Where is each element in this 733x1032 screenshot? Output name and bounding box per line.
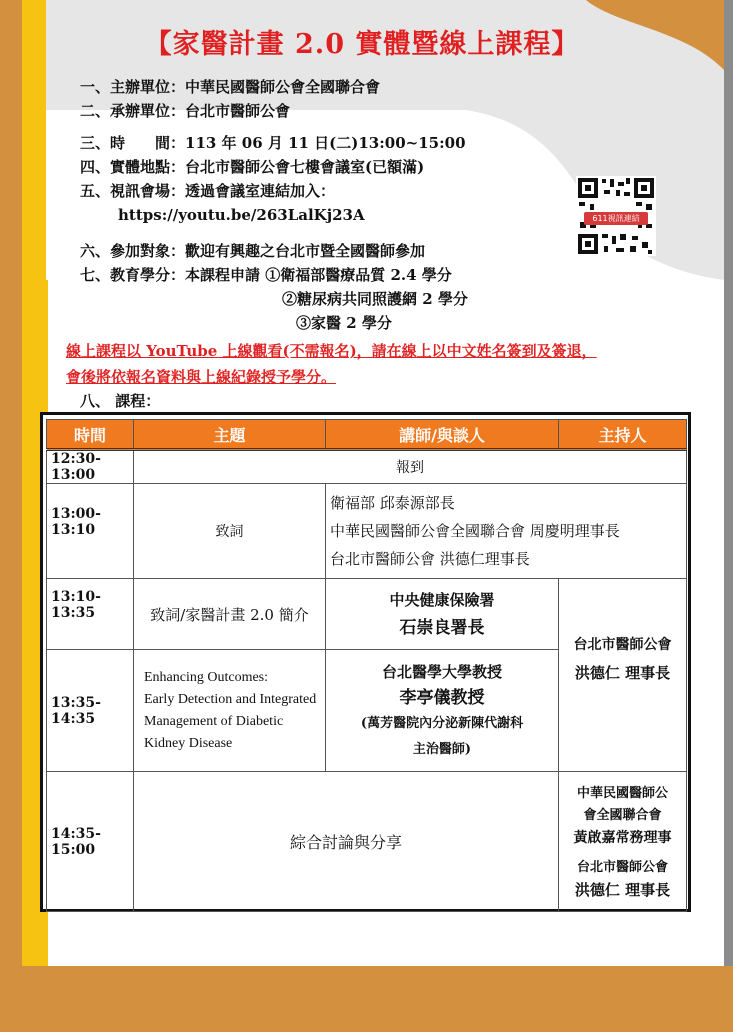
bottom-band bbox=[0, 966, 733, 1032]
audience: 六、參加對象：歡迎有興趣之台北市暨全國醫師參加 bbox=[80, 242, 426, 260]
topic-line: Kidney Disease bbox=[144, 735, 233, 751]
row-time: 13:00-13:10 bbox=[47, 484, 134, 579]
credit-family: ③家醫 2 學分 bbox=[296, 314, 392, 332]
row-topic bbox=[134, 650, 326, 772]
host-name: 黃啟嘉常務理事 bbox=[573, 829, 672, 846]
credits: 七、教育學分：本課程申請 ①衛福部醫療品質 2.4 學分 bbox=[80, 266, 452, 284]
table-header-row bbox=[47, 420, 687, 450]
speaker: 衛福部 邱泰源部長 bbox=[330, 494, 455, 512]
host-cell bbox=[559, 579, 687, 772]
header-topic: 主題 bbox=[134, 420, 326, 450]
header-time: 時間 bbox=[47, 420, 134, 450]
notice-line-1: 線上課程以 YouTube 上線觀看(不需報名)，請在線上以中文姓名簽到及簽退， bbox=[66, 342, 597, 360]
host-org: 中華民國醫師公 bbox=[576, 785, 668, 801]
host-name: 洪德仁 理事長 bbox=[574, 664, 671, 682]
row-time: 12:30-13:00 bbox=[47, 450, 134, 484]
speaker-name: 石崇良署長 bbox=[399, 618, 485, 638]
table-row bbox=[47, 772, 687, 912]
table-row bbox=[47, 450, 687, 484]
right-edge-bar bbox=[724, 0, 733, 1032]
topic-line: Management of Diabetic bbox=[144, 713, 284, 729]
co-organizer: 二、承辦單位：台北市醫師公會 bbox=[80, 102, 291, 120]
speaker-note: (萬芳醫院內分泌新陳代謝科 bbox=[360, 715, 524, 731]
row-speakers bbox=[326, 484, 687, 579]
speaker-org: 台北醫學大學教授 bbox=[381, 662, 502, 681]
host-org: 台北市醫師公會 bbox=[573, 637, 672, 653]
row-time: 13:35-14:35 bbox=[47, 650, 134, 772]
speaker-note: 主治醫師) bbox=[412, 741, 472, 757]
topic-line: Early Detection and Integrated bbox=[144, 691, 317, 707]
host-org: 會全國聯合會 bbox=[583, 807, 662, 823]
online-venue: 五、視訊會場：透過會議室連結加入： bbox=[80, 182, 336, 200]
header-host: 主持人 bbox=[559, 420, 687, 450]
row-topic: 致詞/家醫計畫 2.0 簡介 bbox=[134, 579, 326, 650]
event-time: 三、時 間：113 年 06 月 11 日(二)13:00~15:00 bbox=[80, 134, 466, 152]
row-topic: 報到 bbox=[134, 450, 687, 484]
table-row bbox=[47, 484, 687, 579]
page-title: 【家醫計畫 2.0 實體暨線上課程】 bbox=[144, 29, 580, 60]
row-topic: 綜合討論與分享 bbox=[134, 772, 559, 912]
row-speakers bbox=[326, 579, 559, 650]
venue: 四、實體地點：台北市醫師公會七樓會議室(已額滿) bbox=[80, 158, 425, 176]
speaker-org: 中央健康保險署 bbox=[389, 591, 495, 609]
row-topic: 致詞 bbox=[134, 484, 326, 579]
qr-label: 611視訊連結 bbox=[584, 212, 648, 225]
course-heading: 八、 課程： bbox=[80, 392, 161, 410]
speaker: 中華民國醫師公會全國聯合會 周慶明理事長 bbox=[330, 522, 620, 540]
notice-line-2: 會後將依報名資料與上線紀錄授予學分。 bbox=[66, 368, 337, 386]
host-cell bbox=[559, 772, 687, 912]
header-speaker: 講師/與談人 bbox=[326, 420, 559, 450]
row-time: 13:10-13:35 bbox=[47, 579, 134, 650]
credit-diabetes: ②糖尿病共同照護網 2 學分 bbox=[282, 290, 468, 308]
host-org: 台北市醫師公會 bbox=[576, 859, 668, 875]
schedule-table-frame bbox=[40, 412, 691, 912]
row-time: 14:35-15:00 bbox=[47, 772, 134, 912]
table-row bbox=[47, 579, 687, 650]
speaker-name: 李亭儀教授 bbox=[399, 687, 485, 708]
host-name: 洪德仁 理事長 bbox=[574, 880, 671, 899]
row-speakers bbox=[326, 650, 559, 772]
topic-line: Enhancing Outcomes: bbox=[144, 669, 269, 685]
organizer: 一、主辦單位：中華民國醫師公會全國聯合會 bbox=[80, 78, 381, 96]
schedule-table bbox=[46, 419, 687, 912]
speaker: 台北市醫師公會 洪德仁理事長 bbox=[330, 550, 530, 568]
youtube-link[interactable]: https://youtu.be/263LalKj23A bbox=[118, 206, 365, 224]
